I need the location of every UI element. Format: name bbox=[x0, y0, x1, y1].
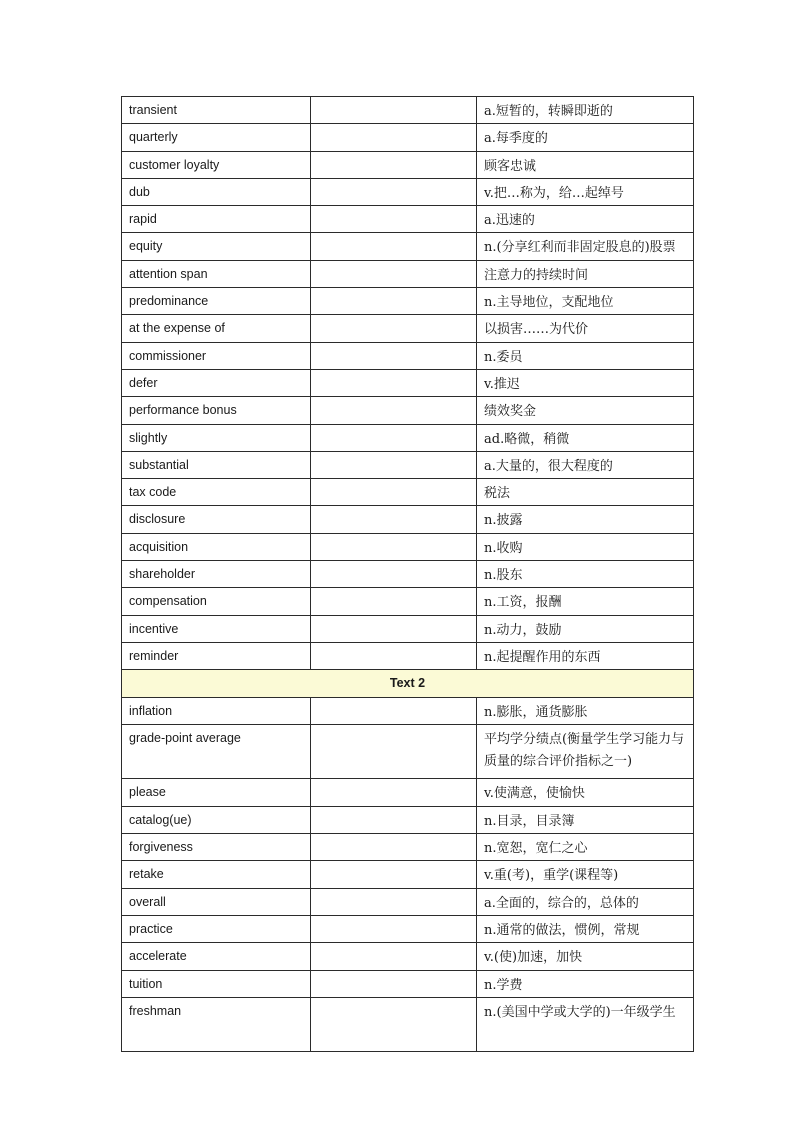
english-term: tax code bbox=[122, 479, 311, 506]
blank-cell bbox=[311, 915, 477, 942]
blank-cell bbox=[311, 97, 477, 124]
chinese-definition: 顾客忠诚 bbox=[477, 151, 694, 178]
table-row bbox=[122, 642, 694, 669]
table-row bbox=[122, 315, 694, 342]
chinese-definition: n.披露 bbox=[477, 506, 694, 533]
english-term: catalog(ue) bbox=[122, 806, 311, 833]
english-term: grade-point average bbox=[122, 724, 311, 779]
section-header-row bbox=[122, 670, 694, 697]
chinese-definition: n.动力，鼓励 bbox=[477, 615, 694, 642]
blank-cell bbox=[311, 151, 477, 178]
chinese-definition: n.起提醒作用的东西 bbox=[477, 642, 694, 669]
blank-cell bbox=[311, 260, 477, 287]
blank-cell bbox=[311, 615, 477, 642]
table-row bbox=[122, 806, 694, 833]
blank-cell bbox=[311, 642, 477, 669]
blank-cell bbox=[311, 561, 477, 588]
chinese-definition: n.(分享红利而非固定股息的)股票 bbox=[477, 233, 694, 260]
english-term: customer loyalty bbox=[122, 151, 311, 178]
english-term: please bbox=[122, 779, 311, 806]
blank-cell bbox=[311, 888, 477, 915]
english-term: disclosure bbox=[122, 506, 311, 533]
text2-section bbox=[122, 670, 694, 697]
table-row bbox=[122, 151, 694, 178]
blank-cell bbox=[311, 779, 477, 806]
chinese-definition: n.收购 bbox=[477, 533, 694, 560]
chinese-definition: a.迅速的 bbox=[477, 206, 694, 233]
blank-cell bbox=[311, 233, 477, 260]
table-row bbox=[122, 561, 694, 588]
table-row bbox=[122, 615, 694, 642]
vocabulary-table bbox=[121, 96, 694, 1052]
table-row bbox=[122, 342, 694, 369]
english-term: performance bonus bbox=[122, 397, 311, 424]
chinese-definition: n.宽恕，宽仁之心 bbox=[477, 834, 694, 861]
blank-cell bbox=[311, 178, 477, 205]
chinese-definition: a.大量的，很大程度的 bbox=[477, 451, 694, 478]
chinese-definition: n.目录，目录簿 bbox=[477, 806, 694, 833]
english-term: incentive bbox=[122, 615, 311, 642]
english-term: tuition bbox=[122, 970, 311, 997]
chinese-definition: a.短暂的，转瞬即逝的 bbox=[477, 97, 694, 124]
table-row bbox=[122, 697, 694, 724]
blank-cell bbox=[311, 970, 477, 997]
table-row bbox=[122, 506, 694, 533]
chinese-definition: v.(使)加速，加快 bbox=[477, 943, 694, 970]
blank-cell bbox=[311, 451, 477, 478]
english-term: retake bbox=[122, 861, 311, 888]
table-row bbox=[122, 178, 694, 205]
chinese-definition: a.全面的，综合的，总体的 bbox=[477, 888, 694, 915]
english-term: quarterly bbox=[122, 124, 311, 151]
chinese-definition: v.把…称为，给…起绰号 bbox=[477, 178, 694, 205]
english-term: rapid bbox=[122, 206, 311, 233]
blank-cell bbox=[311, 479, 477, 506]
blank-cell bbox=[311, 369, 477, 396]
section-header: Text 2 bbox=[122, 670, 694, 697]
chinese-definition: n.股东 bbox=[477, 561, 694, 588]
table-row bbox=[122, 260, 694, 287]
chinese-definition: 注意力的持续时间 bbox=[477, 260, 694, 287]
chinese-definition: v.推迟 bbox=[477, 369, 694, 396]
blank-cell bbox=[311, 342, 477, 369]
table-row bbox=[122, 206, 694, 233]
english-term: predominance bbox=[122, 288, 311, 315]
blank-cell bbox=[311, 861, 477, 888]
blank-cell bbox=[311, 997, 477, 1052]
blank-cell bbox=[311, 424, 477, 451]
table-row bbox=[122, 861, 694, 888]
chinese-definition: n.学费 bbox=[477, 970, 694, 997]
chinese-definition: 平均学分绩点(衡量学生学习能力与质量的综合评价指标之一) bbox=[477, 724, 694, 779]
table-row bbox=[122, 97, 694, 124]
english-term: freshman bbox=[122, 997, 311, 1052]
table-row bbox=[122, 479, 694, 506]
chinese-definition: v.使满意，使愉快 bbox=[477, 779, 694, 806]
english-term: accelerate bbox=[122, 943, 311, 970]
blank-cell bbox=[311, 533, 477, 560]
english-term: at the expense of bbox=[122, 315, 311, 342]
chinese-definition: n.主导地位，支配地位 bbox=[477, 288, 694, 315]
table-row bbox=[122, 724, 694, 779]
english-term: acquisition bbox=[122, 533, 311, 560]
table-row bbox=[122, 997, 694, 1052]
english-term: transient bbox=[122, 97, 311, 124]
english-term: substantial bbox=[122, 451, 311, 478]
text2-entries bbox=[122, 697, 694, 1052]
table-row bbox=[122, 588, 694, 615]
english-term: compensation bbox=[122, 588, 311, 615]
table-row bbox=[122, 288, 694, 315]
blank-cell bbox=[311, 806, 477, 833]
blank-cell bbox=[311, 206, 477, 233]
english-term: practice bbox=[122, 915, 311, 942]
english-term: overall bbox=[122, 888, 311, 915]
chinese-definition: 以损害……为代价 bbox=[477, 315, 694, 342]
blank-cell bbox=[311, 124, 477, 151]
blank-cell bbox=[311, 588, 477, 615]
chinese-definition: n.委员 bbox=[477, 342, 694, 369]
chinese-definition: a.每季度的 bbox=[477, 124, 694, 151]
table-row bbox=[122, 779, 694, 806]
blank-cell bbox=[311, 724, 477, 779]
english-term: dub bbox=[122, 178, 311, 205]
blank-cell bbox=[311, 288, 477, 315]
table-row bbox=[122, 369, 694, 396]
blank-cell bbox=[311, 697, 477, 724]
table-row bbox=[122, 124, 694, 151]
chinese-definition: ad.略微，稍微 bbox=[477, 424, 694, 451]
chinese-definition: v.重(考)，重学(课程等) bbox=[477, 861, 694, 888]
english-term: equity bbox=[122, 233, 311, 260]
table-row bbox=[122, 943, 694, 970]
english-term: shareholder bbox=[122, 561, 311, 588]
chinese-definition: n.(美国中学或大学的)一年级学生 bbox=[477, 997, 694, 1052]
table-row bbox=[122, 451, 694, 478]
english-term: commissioner bbox=[122, 342, 311, 369]
blank-cell bbox=[311, 315, 477, 342]
chinese-definition: n.通常的做法，惯例，常规 bbox=[477, 915, 694, 942]
text1-entries bbox=[122, 97, 694, 670]
table-row bbox=[122, 888, 694, 915]
table-row bbox=[122, 533, 694, 560]
table-row bbox=[122, 915, 694, 942]
english-term: forgiveness bbox=[122, 834, 311, 861]
blank-cell bbox=[311, 834, 477, 861]
english-term: slightly bbox=[122, 424, 311, 451]
chinese-definition: 税法 bbox=[477, 479, 694, 506]
chinese-definition: 绩效奖金 bbox=[477, 397, 694, 424]
blank-cell bbox=[311, 943, 477, 970]
english-term: attention span bbox=[122, 260, 311, 287]
blank-cell bbox=[311, 506, 477, 533]
table-row bbox=[122, 397, 694, 424]
english-term: inflation bbox=[122, 697, 311, 724]
chinese-definition: n.膨胀，通货膨胀 bbox=[477, 697, 694, 724]
english-term: defer bbox=[122, 369, 311, 396]
table-row bbox=[122, 424, 694, 451]
table-row bbox=[122, 834, 694, 861]
blank-cell bbox=[311, 397, 477, 424]
table-row bbox=[122, 970, 694, 997]
table-row bbox=[122, 233, 694, 260]
english-term: reminder bbox=[122, 642, 311, 669]
chinese-definition: n.工资，报酬 bbox=[477, 588, 694, 615]
